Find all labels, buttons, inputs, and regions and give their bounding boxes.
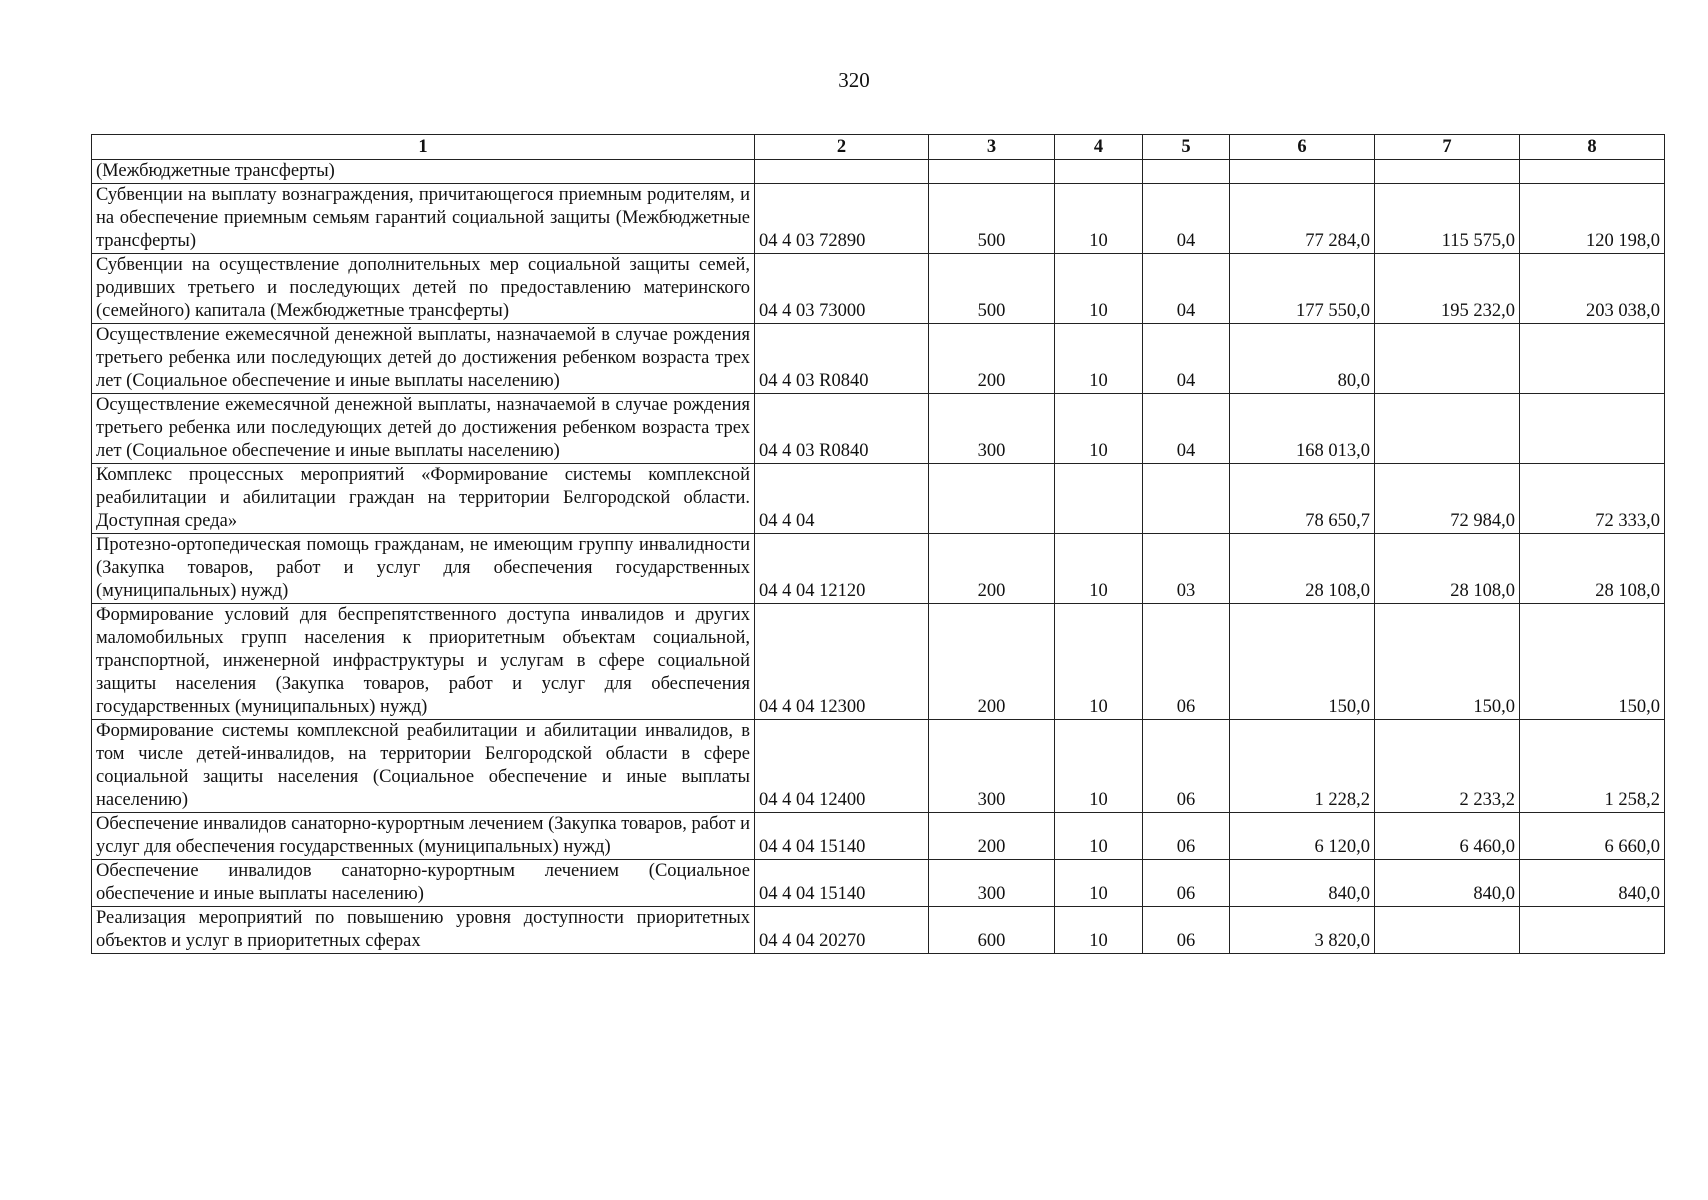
target-code-cell: 04 4 03 73000 <box>755 254 929 324</box>
table-row <box>92 907 1665 954</box>
amount-col8-cell: 28 108,0 <box>1520 534 1665 604</box>
expense-type-cell: 200 <box>929 604 1055 720</box>
amount-col6-cell: 80,0 <box>1230 324 1375 394</box>
budget-table <box>91 134 1665 954</box>
target-code-cell: 04 4 04 15140 <box>755 860 929 907</box>
amount-col7-cell: 72 984,0 <box>1375 464 1520 534</box>
subsection-cell: 06 <box>1143 604 1230 720</box>
amount-col8-cell: 1 258,2 <box>1520 720 1665 813</box>
table-row <box>92 464 1665 534</box>
row-name-cell: Обеспечение инвалидов санаторно-курортным лечением (Социальное обеспечение и иные выплаты населению) <box>92 860 755 907</box>
row-name-cell: Протезно-ортопедическая помощь гражданам, не имеющим группу инвалидности (Закупка товаров, работ и услуг для обеспечения государственных (муниципальных) нужд) <box>92 534 755 604</box>
amount-col8-cell: 120 198,0 <box>1520 184 1665 254</box>
amount-col8-cell <box>1520 324 1665 394</box>
expense-type-cell <box>929 160 1055 184</box>
amount-col7-cell <box>1375 907 1520 954</box>
page-number: 320 <box>838 68 870 92</box>
header-cell-4: 4 <box>1055 135 1143 160</box>
section-cell: 10 <box>1055 720 1143 813</box>
amount-col8-cell <box>1520 907 1665 954</box>
section-cell <box>1055 464 1143 534</box>
amount-col7-cell: 840,0 <box>1375 860 1520 907</box>
row-name-cell: Субвенции на выплату вознаграждения, причитающегося приемным родителям, и на обеспечение приемным семьям гарантий социальной защиты (Межбюджетные трансферты) <box>92 184 755 254</box>
section-cell: 10 <box>1055 534 1143 604</box>
row-name-cell: Осуществление ежемесячной денежной выплаты, назначаемой в случае рождения третьего ребенка или последующих детей до достижения ребенком возраста трех лет (Социальное обеспечение и иные выплаты населению) <box>92 324 755 394</box>
amount-col6-cell: 78 650,7 <box>1230 464 1375 534</box>
target-code-cell: 04 4 04 20270 <box>755 907 929 954</box>
amount-col7-cell: 28 108,0 <box>1375 534 1520 604</box>
section-cell <box>1055 160 1143 184</box>
target-code-cell: 04 4 04 15140 <box>755 813 929 860</box>
section-cell: 10 <box>1055 813 1143 860</box>
table-row <box>92 184 1665 254</box>
table-row <box>92 813 1665 860</box>
amount-col7-cell <box>1375 394 1520 464</box>
subsection-cell: 04 <box>1143 254 1230 324</box>
target-code-cell: 04 4 03 R0840 <box>755 394 929 464</box>
row-name-cell: Реализация мероприятий по повышению уровня доступности приоритетных объектов и услуг в приоритетных сферах <box>92 907 755 954</box>
header-cell-8: 8 <box>1520 135 1665 160</box>
header-cell-6: 6 <box>1230 135 1375 160</box>
row-name-cell: (Межбюджетные трансферты) <box>92 160 755 184</box>
amount-col6-cell: 3 820,0 <box>1230 907 1375 954</box>
amount-col6-cell: 840,0 <box>1230 860 1375 907</box>
row-name-cell: Комплекс процессных мероприятий «Формирование системы комплексной реабилитации и абилитации граждан на территории Белгородской области. Доступная среда» <box>92 464 755 534</box>
target-code-cell <box>755 160 929 184</box>
amount-col8-cell: 840,0 <box>1520 860 1665 907</box>
table-row <box>92 324 1665 394</box>
table-row <box>92 604 1665 720</box>
subsection-cell: 04 <box>1143 394 1230 464</box>
subsection-cell: 06 <box>1143 720 1230 813</box>
expense-type-cell: 600 <box>929 907 1055 954</box>
expense-type-cell: 200 <box>929 813 1055 860</box>
amount-col6-cell: 6 120,0 <box>1230 813 1375 860</box>
amount-col8-cell <box>1520 160 1665 184</box>
amount-col7-cell: 2 233,2 <box>1375 720 1520 813</box>
amount-col7-cell: 6 460,0 <box>1375 813 1520 860</box>
amount-col7-cell <box>1375 324 1520 394</box>
subsection-cell: 04 <box>1143 184 1230 254</box>
amount-col8-cell: 150,0 <box>1520 604 1665 720</box>
section-cell: 10 <box>1055 394 1143 464</box>
expense-type-cell <box>929 464 1055 534</box>
target-code-cell: 04 4 03 72890 <box>755 184 929 254</box>
amount-col6-cell: 28 108,0 <box>1230 534 1375 604</box>
row-name-cell: Формирование системы комплексной реабилитации и абилитации инвалидов, в том числе детей-инвалидов, на территории Белгородской области в сфере социальной защиты населения (Социальное обеспечение и иные выплаты населению) <box>92 720 755 813</box>
section-cell: 10 <box>1055 324 1143 394</box>
expense-type-cell: 200 <box>929 324 1055 394</box>
expense-type-cell: 300 <box>929 860 1055 907</box>
amount-col7-cell: 195 232,0 <box>1375 254 1520 324</box>
amount-col8-cell: 6 660,0 <box>1520 813 1665 860</box>
row-name-cell: Обеспечение инвалидов санаторно-курортным лечением (Закупка товаров, работ и услуг для обеспечения государственных (муниципальных) нужд) <box>92 813 755 860</box>
header-cell-5: 5 <box>1143 135 1230 160</box>
table-row <box>92 254 1665 324</box>
section-cell: 10 <box>1055 254 1143 324</box>
header-cell-7: 7 <box>1375 135 1520 160</box>
section-cell: 10 <box>1055 860 1143 907</box>
amount-col8-cell <box>1520 394 1665 464</box>
expense-type-cell: 200 <box>929 534 1055 604</box>
table-row <box>92 394 1665 464</box>
amount-col6-cell: 1 228,2 <box>1230 720 1375 813</box>
amount-col7-cell <box>1375 160 1520 184</box>
amount-col6-cell <box>1230 160 1375 184</box>
row-name-cell: Формирование условий для беспрепятственного доступа инвалидов и других маломобильных групп населения к приоритетным объектам социальной, транспортной, инженерной инфраструктуры и услугам в сфере социальной защиты населения (Закупка товаров, работ и услуг для обеспечения государственных (муниципальных) нужд) <box>92 604 755 720</box>
subsection-cell: 03 <box>1143 534 1230 604</box>
target-code-cell: 04 4 04 12120 <box>755 534 929 604</box>
section-cell: 10 <box>1055 604 1143 720</box>
target-code-cell: 04 4 03 R0840 <box>755 324 929 394</box>
row-name-cell: Субвенции на осуществление дополнительных мер социальной защиты семей, родивших третьего и последующих детей по предоставлению материнского (семейного) капитала (Межбюджетные трансферты) <box>92 254 755 324</box>
amount-col7-cell: 150,0 <box>1375 604 1520 720</box>
subsection-cell: 06 <box>1143 907 1230 954</box>
target-code-cell: 04 4 04 12300 <box>755 604 929 720</box>
header-cell-1: 1 <box>92 135 755 160</box>
amount-col6-cell: 77 284,0 <box>1230 184 1375 254</box>
amount-col6-cell: 150,0 <box>1230 604 1375 720</box>
header-cell-3: 3 <box>929 135 1055 160</box>
target-code-cell: 04 4 04 <box>755 464 929 534</box>
subsection-cell: 04 <box>1143 324 1230 394</box>
expense-type-cell: 300 <box>929 720 1055 813</box>
amount-col6-cell: 168 013,0 <box>1230 394 1375 464</box>
table-row <box>92 860 1665 907</box>
amount-col8-cell: 72 333,0 <box>1520 464 1665 534</box>
row-name-cell: Осуществление ежемесячной денежной выплаты, назначаемой в случае рождения третьего ребенка или последующих детей до достижения ребенком возраста трех лет (Социальное обеспечение и иные выплаты населению) <box>92 394 755 464</box>
amount-col7-cell: 115 575,0 <box>1375 184 1520 254</box>
header-cell-2: 2 <box>755 135 929 160</box>
subsection-cell: 06 <box>1143 860 1230 907</box>
section-cell: 10 <box>1055 907 1143 954</box>
expense-type-cell: 500 <box>929 254 1055 324</box>
table-row <box>92 720 1665 813</box>
subsection-cell: 06 <box>1143 813 1230 860</box>
amount-col6-cell: 177 550,0 <box>1230 254 1375 324</box>
expense-type-cell: 500 <box>929 184 1055 254</box>
header-row <box>92 135 1665 160</box>
target-code-cell: 04 4 04 12400 <box>755 720 929 813</box>
subsection-cell <box>1143 464 1230 534</box>
table-row <box>92 534 1665 604</box>
table-row <box>92 160 1665 184</box>
subsection-cell <box>1143 160 1230 184</box>
expense-type-cell: 300 <box>929 394 1055 464</box>
amount-col8-cell: 203 038,0 <box>1520 254 1665 324</box>
section-cell: 10 <box>1055 184 1143 254</box>
